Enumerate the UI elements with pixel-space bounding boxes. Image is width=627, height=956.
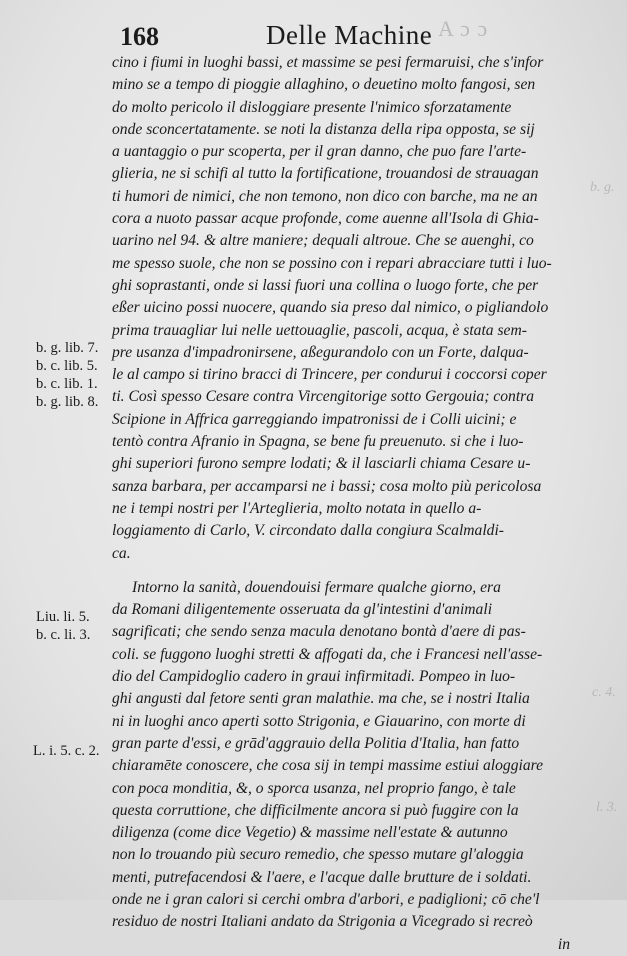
text-line: dio del Campidoglio cadero in graui infirmitadi. Pompeo in luo-: [112, 668, 516, 686]
catchword: in: [557, 935, 570, 953]
text-line: residuo de nostri Italiani andato da Strigonia a Vicegrado si recreò: [112, 913, 533, 931]
text-line: con poca monditia, &, o sporca usanza, nel proprio fango, è tale: [112, 779, 516, 797]
paragraph: [112, 577, 580, 934]
page-header: [120, 20, 590, 52]
text-line: uarino nel 94. & altre maniere; dequali altroue. Che se auenghi, co: [112, 232, 534, 250]
text-line: a uantaggio o pur scoperta, per il gran danno, che puo fare l'arte-: [112, 143, 527, 161]
text-line: ghi superiori furono sempre lodati; & il lasciarli chiama Cesare u-: [112, 455, 531, 473]
text-line: ne i tempi nostri per l'Arteglieria, molto notata in quello a-: [112, 499, 482, 517]
text-line: Scipione in Affrica garreggiando impatronissi de i Colli uicini; e: [112, 410, 517, 428]
margin-note: b. c. lib. 5.: [36, 358, 98, 374]
text-line: tentò contra Afranio in Spagna, se bene fu preuenuto. si che i luo-: [112, 433, 524, 451]
text-line: ni in luoghi anco aperti sotto Strigonia, e Giauarino, con morte di: [112, 712, 526, 730]
text-line: do molto pericolo il disloggiare presente l'nimico sforzatamente: [112, 98, 512, 116]
text-line: pre usanza d'impadronirsene, aßegurandolo con un Forte, dalqua-: [112, 343, 529, 361]
text-line: ti. Così spesso Cesare contra Vircengitorige sotto Gergouia; contra: [112, 388, 535, 406]
text-line: glieria, ne si schifi al tutto la fortificatione, trouandosi de strauagan: [112, 165, 539, 183]
text-line: chiaramēte conoscere, che cosa sij in tempi massime estiui aloggiare: [112, 757, 544, 775]
text-line: me spesso suole, che non se possino con i repari abracciare tutti i luo-: [112, 254, 552, 272]
margin-note: b. c. li. 3.: [36, 627, 91, 643]
text-line: le al campo si tirino bracci di Trincere, per condurui i coccorsi coper: [112, 366, 547, 384]
text-line: ca.: [112, 544, 131, 562]
text-line: mino se a tempo di pioggie allaghino, o deuetino molto fangosi, sen: [112, 76, 536, 94]
text-line: ghi angusti dal fetore senti gran malathie. ma che, se i nostri Italia: [112, 690, 530, 708]
body-text: [112, 52, 580, 956]
text-line: cora a nuoto passar acque profonde, come auenne all'Isola di Ghia-: [112, 210, 539, 228]
margin-note: Liu. li. 5.: [36, 609, 90, 625]
bleed-through-note: l. 3.: [596, 800, 618, 815]
text-line: gran parte d'essi, e grād'aggrauio della Politia d'Italia, han fatto: [112, 734, 520, 752]
text-line: sagrificati; che sendo senza macula denotano bontà d'aere di pas-: [112, 623, 526, 641]
text-line: menti, putrefacendosi & l'aere, e l'acque dalle brutture de i soldati.: [112, 868, 532, 886]
text-line: prima trauagliar lui nelle uettouaglie, pascoli, acqua, è stata sem-: [112, 321, 527, 339]
paragraph: [112, 52, 580, 565]
running-title: Delle Machine: [266, 20, 433, 50]
text-line: coli. se fuggono luoghi stretti & affogati da, che i Francesi nell'asse-: [112, 645, 543, 663]
text-line: ti humori de nimici, che non temono, non dico con barche, ma ne an: [112, 187, 538, 205]
text-line: questa corruttione, che difficilmente ancora si può fuggire con la: [112, 801, 519, 819]
margin-note: b. g. lib. 7.: [36, 340, 99, 356]
text-line: eßer uicino possi nuocere, quando sia preso dal nimico, o pigliandolo: [112, 299, 549, 317]
bleed-through-top: A ɔ ɔ: [438, 16, 489, 41]
text-line: onde sconcertatamente. se noti la distanza della ripa opposta, se sij: [112, 120, 535, 138]
text-line: cino i fiumi in luoghi bassi, et massime se pesi fermaruisi, che s'infor: [112, 54, 544, 71]
bleed-through-note: b. g.: [590, 180, 615, 195]
text-line: onde ne i gran calori si cerchi ombra d'arbori, e padiglioni; cō che'l: [112, 890, 540, 908]
text-line: ghi soprastanti, onde si lassi fuori una collina o luogo forte, che per: [112, 276, 539, 294]
text-line: loggiamento di Carlo, V. circondato dalla congiura Scalmaldi-: [112, 522, 504, 540]
text-line: diligenza (come dice Vegetio) & massime nell'estate & autunno: [112, 824, 508, 842]
text-line: da Romani diligentemente osseruata da gl'intestini d'animali: [112, 601, 493, 619]
margin-note: L. i. 5. c. 2.: [33, 743, 100, 759]
paragraph-gap: [112, 565, 580, 577]
page-number: 168: [120, 22, 159, 51]
margin-note: b. c. lib. 1.: [36, 376, 98, 392]
bleed-through-note: c. 4.: [592, 685, 616, 700]
text-line: non lo trouando più securo remedio, che spesso mutare gl'aloggia: [112, 846, 524, 864]
margin-note: b. g. lib. 8.: [36, 394, 99, 410]
text-line: sanza barbara, per accamparsi ne i bassi; cosa molto più pericolosa: [112, 477, 542, 495]
text-line: Intorno la sanità, douendouisi fermare qualche giorno, era: [132, 578, 501, 596]
